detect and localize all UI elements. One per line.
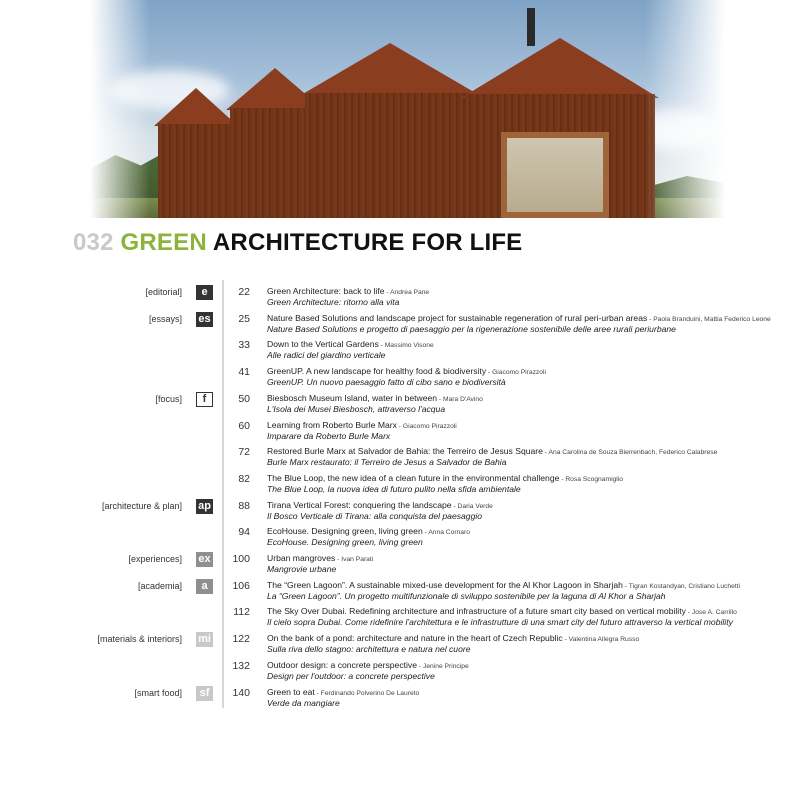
toc-author: Giacomo Pirazzoli — [492, 369, 546, 377]
toc-author: Rosa Scognamiglio — [565, 475, 623, 483]
toc-subtitle: The Blue Loop, la nuova idea di futuro pulito nella sfida ambientale — [267, 483, 521, 494]
toc-category: [smart food] — [134, 687, 182, 698]
toc-subtitle: Burle Marx restaurato: il Terreiro de Jesus a Salvador de Bahia — [267, 457, 507, 468]
toc-page-number: 22 — [238, 286, 250, 298]
toc-title-text: Learning from Roberto Burle Marx — [267, 419, 397, 430]
toc-subtitle: Imparare da Roberto Burle Marx — [267, 430, 391, 441]
toc-page-number: 100 — [232, 553, 250, 565]
toc-title[interactable]: GreenUP. A new landscape for healthy food & biodiversity - Giacomo Pirazzoli — [267, 366, 546, 377]
toc-title[interactable]: EcoHouse. Designing green, living green - Anna Cornaro — [267, 526, 470, 537]
toc-entry[interactable] — [0, 364, 809, 392]
category-badge: mi — [196, 632, 213, 647]
toc-title[interactable]: Green Architecture: back to life - Andrea Pane — [267, 286, 430, 296]
toc-category: [experiences] — [128, 554, 182, 564]
wooden-house-1 — [158, 88, 234, 218]
toc-author: Massimo Visone — [384, 342, 434, 350]
toc-subtitle: La “Green Lagoon”. Un progetto multifunzionale di sviluppo sostenibile per la laguna di Al Khor a Sharjah — [267, 590, 666, 601]
toc-author: Tigran Kostandyan, Cristiano Luchetti — [628, 582, 741, 590]
toc-entry[interactable] — [0, 524, 809, 552]
toc-subtitle: Design per l'outdoor: a concrete perspective — [267, 670, 435, 681]
chimney — [527, 8, 535, 46]
toc-entry[interactable] — [0, 284, 809, 312]
category-badge: a — [196, 579, 213, 594]
toc-author: Ana Carolina de Souza Bierrenbach, Federico Calabrese — [548, 449, 718, 457]
toc-subtitle: Nature Based Solutions e progetto di paesaggio per la rigenerazione sostenibile delle aree rurali periurbane — [267, 323, 676, 334]
category-badge: ap — [196, 499, 213, 514]
toc-title-text: The Sky Over Dubai. Redefining architecture and infrastructure of a future smart city based on vertical mobility — [267, 606, 686, 617]
toc-author: Andrea Pane — [390, 289, 430, 296]
toc-page-number: 122 — [232, 633, 250, 646]
toc-entry[interactable] — [0, 604, 809, 632]
toc-entry[interactable] — [0, 685, 809, 713]
toc-author: Anna Cornaro — [428, 529, 470, 537]
toc-title[interactable]: Outdoor design: a concrete perspective - Jenine Principe — [267, 659, 469, 670]
toc-page-number: 72 — [238, 446, 250, 459]
toc-entry[interactable] — [0, 418, 809, 446]
toc-title[interactable]: Nature Based Solutions and landscape project for sustainable regeneration of rural peri-urban areas - Paola Branduini, Mattia Federico Leone — [267, 312, 771, 323]
toc-title-text: GreenUP. A new landscape for healthy food & biodiversity — [267, 366, 487, 377]
toc-title-text: Biesbosch Museum Island, water in between — [267, 392, 438, 403]
heading-rest: ARCHITECTURE FOR LIFE — [212, 229, 523, 256]
toc-title[interactable]: Down to the Vertical Gardens - Massimo Visone — [267, 339, 434, 350]
toc-subtitle: Green Architecture: ritorno alla vita — [267, 297, 400, 307]
toc-title[interactable]: On the bank of a pond: architecture and nature in the heart of Czech Republic - Valentina Allegra Russo — [267, 633, 640, 644]
section-heading — [73, 229, 522, 257]
heading-green: GREEN — [120, 229, 207, 256]
toc-entry[interactable] — [0, 471, 809, 499]
toc-title[interactable]: Restored Burle Marx at Salvador de Bahia: the Terreiro de Jesus Square - Ana Carolina de Souza Bierrenbach, Federico Calabrese — [267, 446, 718, 457]
toc-page-number: 41 — [238, 366, 250, 379]
toc-author: Ferdinando Polverino De Laureto — [320, 689, 420, 697]
toc-title[interactable]: Biesbosch Museum Island, water in between - Mara D'Avino — [267, 392, 483, 403]
toc-category: [materials & interiors] — [97, 634, 182, 645]
toc-title-text: Nature Based Solutions and landscape project for sustainable regeneration of rural peri-urban areas — [267, 312, 648, 323]
toc-subtitle: EcoHouse. Designing green, living green — [267, 537, 423, 548]
toc-page-number: 94 — [238, 526, 250, 539]
toc-entry[interactable] — [0, 498, 809, 526]
toc-title-text: Outdoor design: a concrete perspective — [267, 659, 418, 670]
toc-entry[interactable] — [0, 444, 809, 472]
toc-page-number: 60 — [238, 419, 250, 432]
toc-title[interactable]: The Sky Over Dubai. Redefining architecture and infrastructure of a future smart city based on vertical mobility - Jose A. Carrillo — [267, 606, 737, 617]
category-badge: e — [196, 285, 213, 300]
toc-title-text: On the bank of a pond: architecture and nature in the heart of Czech Republic — [267, 633, 563, 644]
category-badge: es — [196, 312, 213, 327]
toc-entry[interactable] — [0, 658, 809, 686]
toc-title-text: EcoHouse. Designing green, living green — [267, 526, 423, 537]
toc-subtitle: GreenUP. Un nuovo paesaggio fatto di cibo sano e biodiversità — [267, 377, 506, 388]
wooden-house-3 — [305, 43, 475, 218]
toc-entry[interactable] — [0, 337, 809, 365]
toc-subtitle: L'Isola dei Musei Biesbosch, attraverso l'acqua — [267, 403, 446, 414]
toc-page-number: 132 — [232, 659, 250, 672]
toc-page-number: 112 — [233, 606, 250, 619]
toc-category: [essays] — [148, 313, 182, 324]
toc-title[interactable]: Green to eat - Ferdinando Polverino De Laureto — [267, 686, 420, 697]
category-badge: f — [196, 392, 213, 407]
toc-title[interactable]: The “Green Lagoon”. A sustainable mixed-use development for the Al Khor Lagoon in Sharjah - Tigran Kostandyan, Cristiano Luchetti — [267, 579, 741, 590]
toc-subtitle: Il cielo sopra Dubai. Come ridefinire l'architettura e le infrastrutture di una smart city del futuro attraverso la vertical mobility — [267, 617, 733, 628]
toc-category: [architecture & plan] — [101, 500, 182, 511]
toc-page-number: 106 — [232, 579, 250, 592]
toc-title[interactable]: The Blue Loop, the new idea of a clean future in the environmental challenge - Rosa Scognamiglio — [267, 472, 623, 483]
toc-page-number: 88 — [238, 499, 250, 512]
toc-page-number: 25 — [238, 312, 250, 325]
toc-subtitle: Il Bosco Verticale di Tirana: alla conquista del paesaggio — [267, 510, 483, 521]
toc-entry[interactable] — [0, 551, 809, 579]
toc-author: Jenine Principe — [422, 662, 469, 670]
toc-page-number: 33 — [238, 339, 250, 352]
toc-page-number: 82 — [238, 472, 250, 485]
toc-category: [focus] — [155, 393, 182, 404]
toc-author: Mara D'Avino — [443, 395, 483, 403]
toc-author: Ivan Parati — [341, 556, 374, 563]
toc-page-number: 140 — [232, 686, 250, 699]
toc-author: Paola Branduini, Mattia Federico Leone — [653, 315, 771, 323]
toc-subtitle: Verde da mangiare — [267, 697, 340, 708]
category-badge: ex — [196, 552, 213, 567]
toc-author: Giacomo Pirazzoli — [402, 422, 457, 430]
toc-title-text: Restored Burle Marx at Salvador de Bahia: the Terreiro de Jesus Square — [267, 446, 543, 457]
toc-entry[interactable] — [0, 578, 809, 606]
toc-subtitle: Mangrovie urbane — [267, 564, 337, 574]
cover-photo — [90, 0, 725, 218]
toc-title-text: The “Green Lagoon”. A sustainable mixed-use development for the Al Khor Lagoon in Sharjah — [267, 579, 623, 590]
toc-author: Valentina Allegra Russo — [568, 636, 640, 644]
toc-title-text: The Blue Loop, the new idea of a clean future in the environmental challenge — [267, 472, 560, 483]
toc-category: [academia] — [137, 580, 182, 591]
issue-number: 032 — [73, 229, 114, 256]
category-badge: sf — [196, 686, 213, 701]
toc-title[interactable]: Urban mangroves - Ivan Parati — [267, 553, 374, 563]
toc-page-number: 50 — [238, 392, 250, 405]
toc-subtitle: Sulla riva dello stagno: architettura e natura nel cuore — [267, 644, 471, 655]
toc-title[interactable]: Tirana Vertical Forest: conquering the landscape - Daria Verde — [267, 499, 493, 510]
toc-title-text: Tirana Vertical Forest: conquering the landscape — [267, 499, 452, 510]
toc-subtitle: Alle radici del giardino verticale — [267, 350, 386, 361]
toc-title-text: Urban mangroves — [267, 553, 336, 563]
toc-title-text: Green Architecture: back to life — [267, 286, 385, 296]
wooden-house-4 — [465, 38, 655, 218]
toc-author: Jose A. Carrillo — [691, 609, 737, 617]
toc-entry[interactable] — [0, 391, 809, 419]
toc-entry[interactable] — [0, 311, 809, 339]
toc-title[interactable]: Learning from Roberto Burle Marx - Giacomo Pirazzoli — [267, 419, 457, 430]
toc-title-text: Down to the Vertical Gardens — [267, 339, 379, 350]
toc-entry[interactable] — [0, 631, 809, 659]
toc-author: Daria Verde — [457, 502, 493, 510]
toc-title-text: Green to eat — [267, 686, 315, 697]
toc-category: [editorial] — [145, 287, 182, 297]
